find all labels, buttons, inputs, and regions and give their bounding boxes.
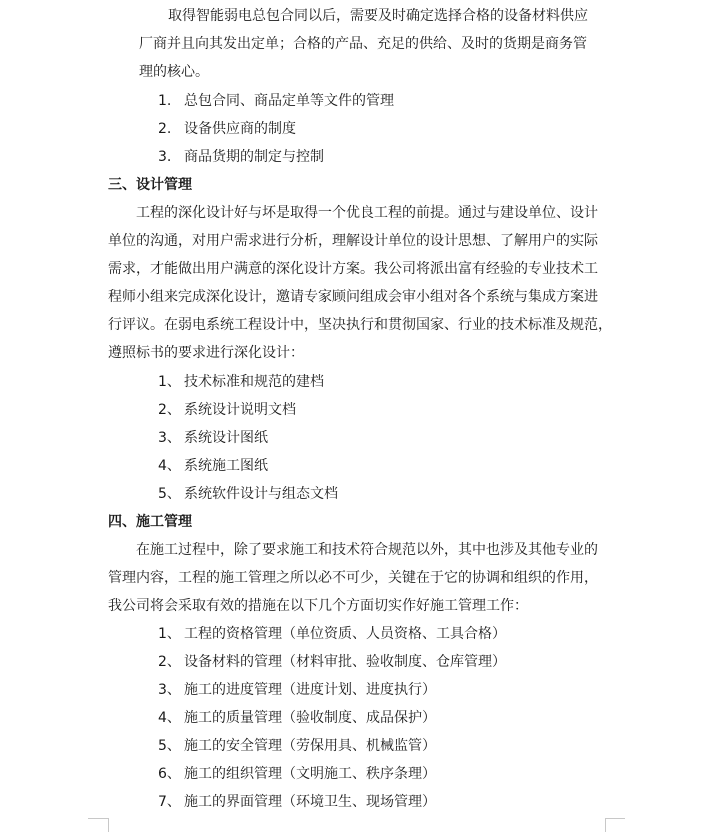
paragraph-line: 工程的深化设计好与坏是取得一个优良工程的前提。通过与建设单位、设计 <box>136 205 598 221</box>
paragraph-line: 程师小组来完成深化设计，邀请专家顾问组成会审小组对各个系统与集成方案进 <box>108 289 598 305</box>
paragraph-line: 取得智能弱电总包合同以后，需要及时确定选择合格的设备材料供应 <box>168 8 588 24</box>
paragraph-line: 厂商并且向其发出定单；合格的产品、充足的供给、及时的货期是商务管 <box>139 36 587 52</box>
list-item <box>158 400 296 420</box>
list-item-text: 技术标准和规范的建档 <box>184 374 324 390</box>
crop-mark-right-vertical <box>605 818 606 832</box>
section-heading: 四、施工管理 <box>108 514 192 530</box>
list-item-text: 系统设计图纸 <box>184 430 268 446</box>
list-item-text: 商品货期的制定与控制 <box>184 149 324 165</box>
list-item-number: 5、 <box>158 486 181 502</box>
paragraph-line: 单位的沟通，对用户需求进行分析，理解设计单位的设计思想、了解用户的实际 <box>108 233 598 249</box>
list-item-text: 系统软件设计与组态文档 <box>184 486 338 502</box>
crop-mark-left-vertical <box>108 818 109 832</box>
list-item-number: 3、 <box>158 682 181 698</box>
list-item-text: 系统施工图纸 <box>184 458 268 474</box>
list-item-text: 总包合同、商品定单等文件的管理 <box>184 93 394 109</box>
list-item-number: 1. <box>158 93 172 109</box>
list-item <box>158 764 436 784</box>
paragraph-line: 我公司将会采取有效的措施在以下几个方面切实作好施工管理工作： <box>108 598 528 614</box>
list-item-number: 2、 <box>158 402 181 418</box>
list-item-text: 施工的进度管理（进度计划、进度执行） <box>184 682 436 698</box>
list-item-text: 施工的质量管理（验收制度、成品保护） <box>184 710 436 726</box>
list-item-number: 3、 <box>158 430 181 446</box>
list-item-number: 5、 <box>158 738 181 754</box>
list-item <box>158 680 436 700</box>
list-item-number: 2. <box>158 121 172 137</box>
paragraph-line: 在施工过程中，除了要求施工和技术符合规范以外，其中也涉及其他专业的 <box>136 542 598 558</box>
list-item-number: 3. <box>158 149 172 165</box>
list-item-number: 6、 <box>158 766 181 782</box>
crop-mark-left-horizontal <box>88 818 108 819</box>
list-item <box>158 624 506 644</box>
list-item-text: 施工的界面管理（环境卫生、现场管理） <box>184 794 436 810</box>
list-item-number: 2、 <box>158 654 181 670</box>
list-item <box>158 119 296 139</box>
list-item-number: 1、 <box>158 626 181 642</box>
list-item-number: 4、 <box>158 710 181 726</box>
list-item-text: 施工的安全管理（劳保用具、机械监管） <box>184 738 436 754</box>
list-item <box>158 147 324 167</box>
paragraph-line: 遵照标书的要求进行深化设计： <box>108 345 304 361</box>
list-item-text: 设备材料的管理（材料审批、验收制度、仓库管理） <box>184 654 506 670</box>
list-item-text: 工程的资格管理（单位资质、人员资格、工具合格） <box>184 626 506 642</box>
paragraph-line: 管理内容，工程的施工管理之所以必不可少，关键在于它的协调和组织的作用， <box>108 570 598 586</box>
list-item <box>158 428 268 448</box>
list-item-text: 系统设计说明文档 <box>184 402 296 418</box>
list-item <box>158 652 506 672</box>
crop-mark-right-horizontal <box>605 818 625 819</box>
list-item <box>158 91 394 111</box>
list-item <box>158 792 436 812</box>
list-item <box>158 708 436 728</box>
list-item-number: 4、 <box>158 458 181 474</box>
list-item-number: 7、 <box>158 794 181 810</box>
list-item-text: 施工的组织管理（文明施工、秩序条理） <box>184 766 436 782</box>
paragraph-line: 行评议。在弱电系统工程设计中，坚决执行和贯彻国家、行业的技术标准及规范， <box>108 317 612 333</box>
list-item <box>158 484 338 504</box>
section-heading: 三、设计管理 <box>108 177 192 193</box>
list-item-text: 设备供应商的制度 <box>184 121 296 137</box>
list-item-number: 1、 <box>158 374 181 390</box>
list-item <box>158 372 324 392</box>
paragraph-line: 需求，才能做出用户满意的深化设计方案。我公司将派出富有经验的专业技术工 <box>108 261 598 277</box>
paragraph-line: 理的核心。 <box>139 64 209 80</box>
list-item <box>158 456 268 476</box>
list-item <box>158 736 436 756</box>
